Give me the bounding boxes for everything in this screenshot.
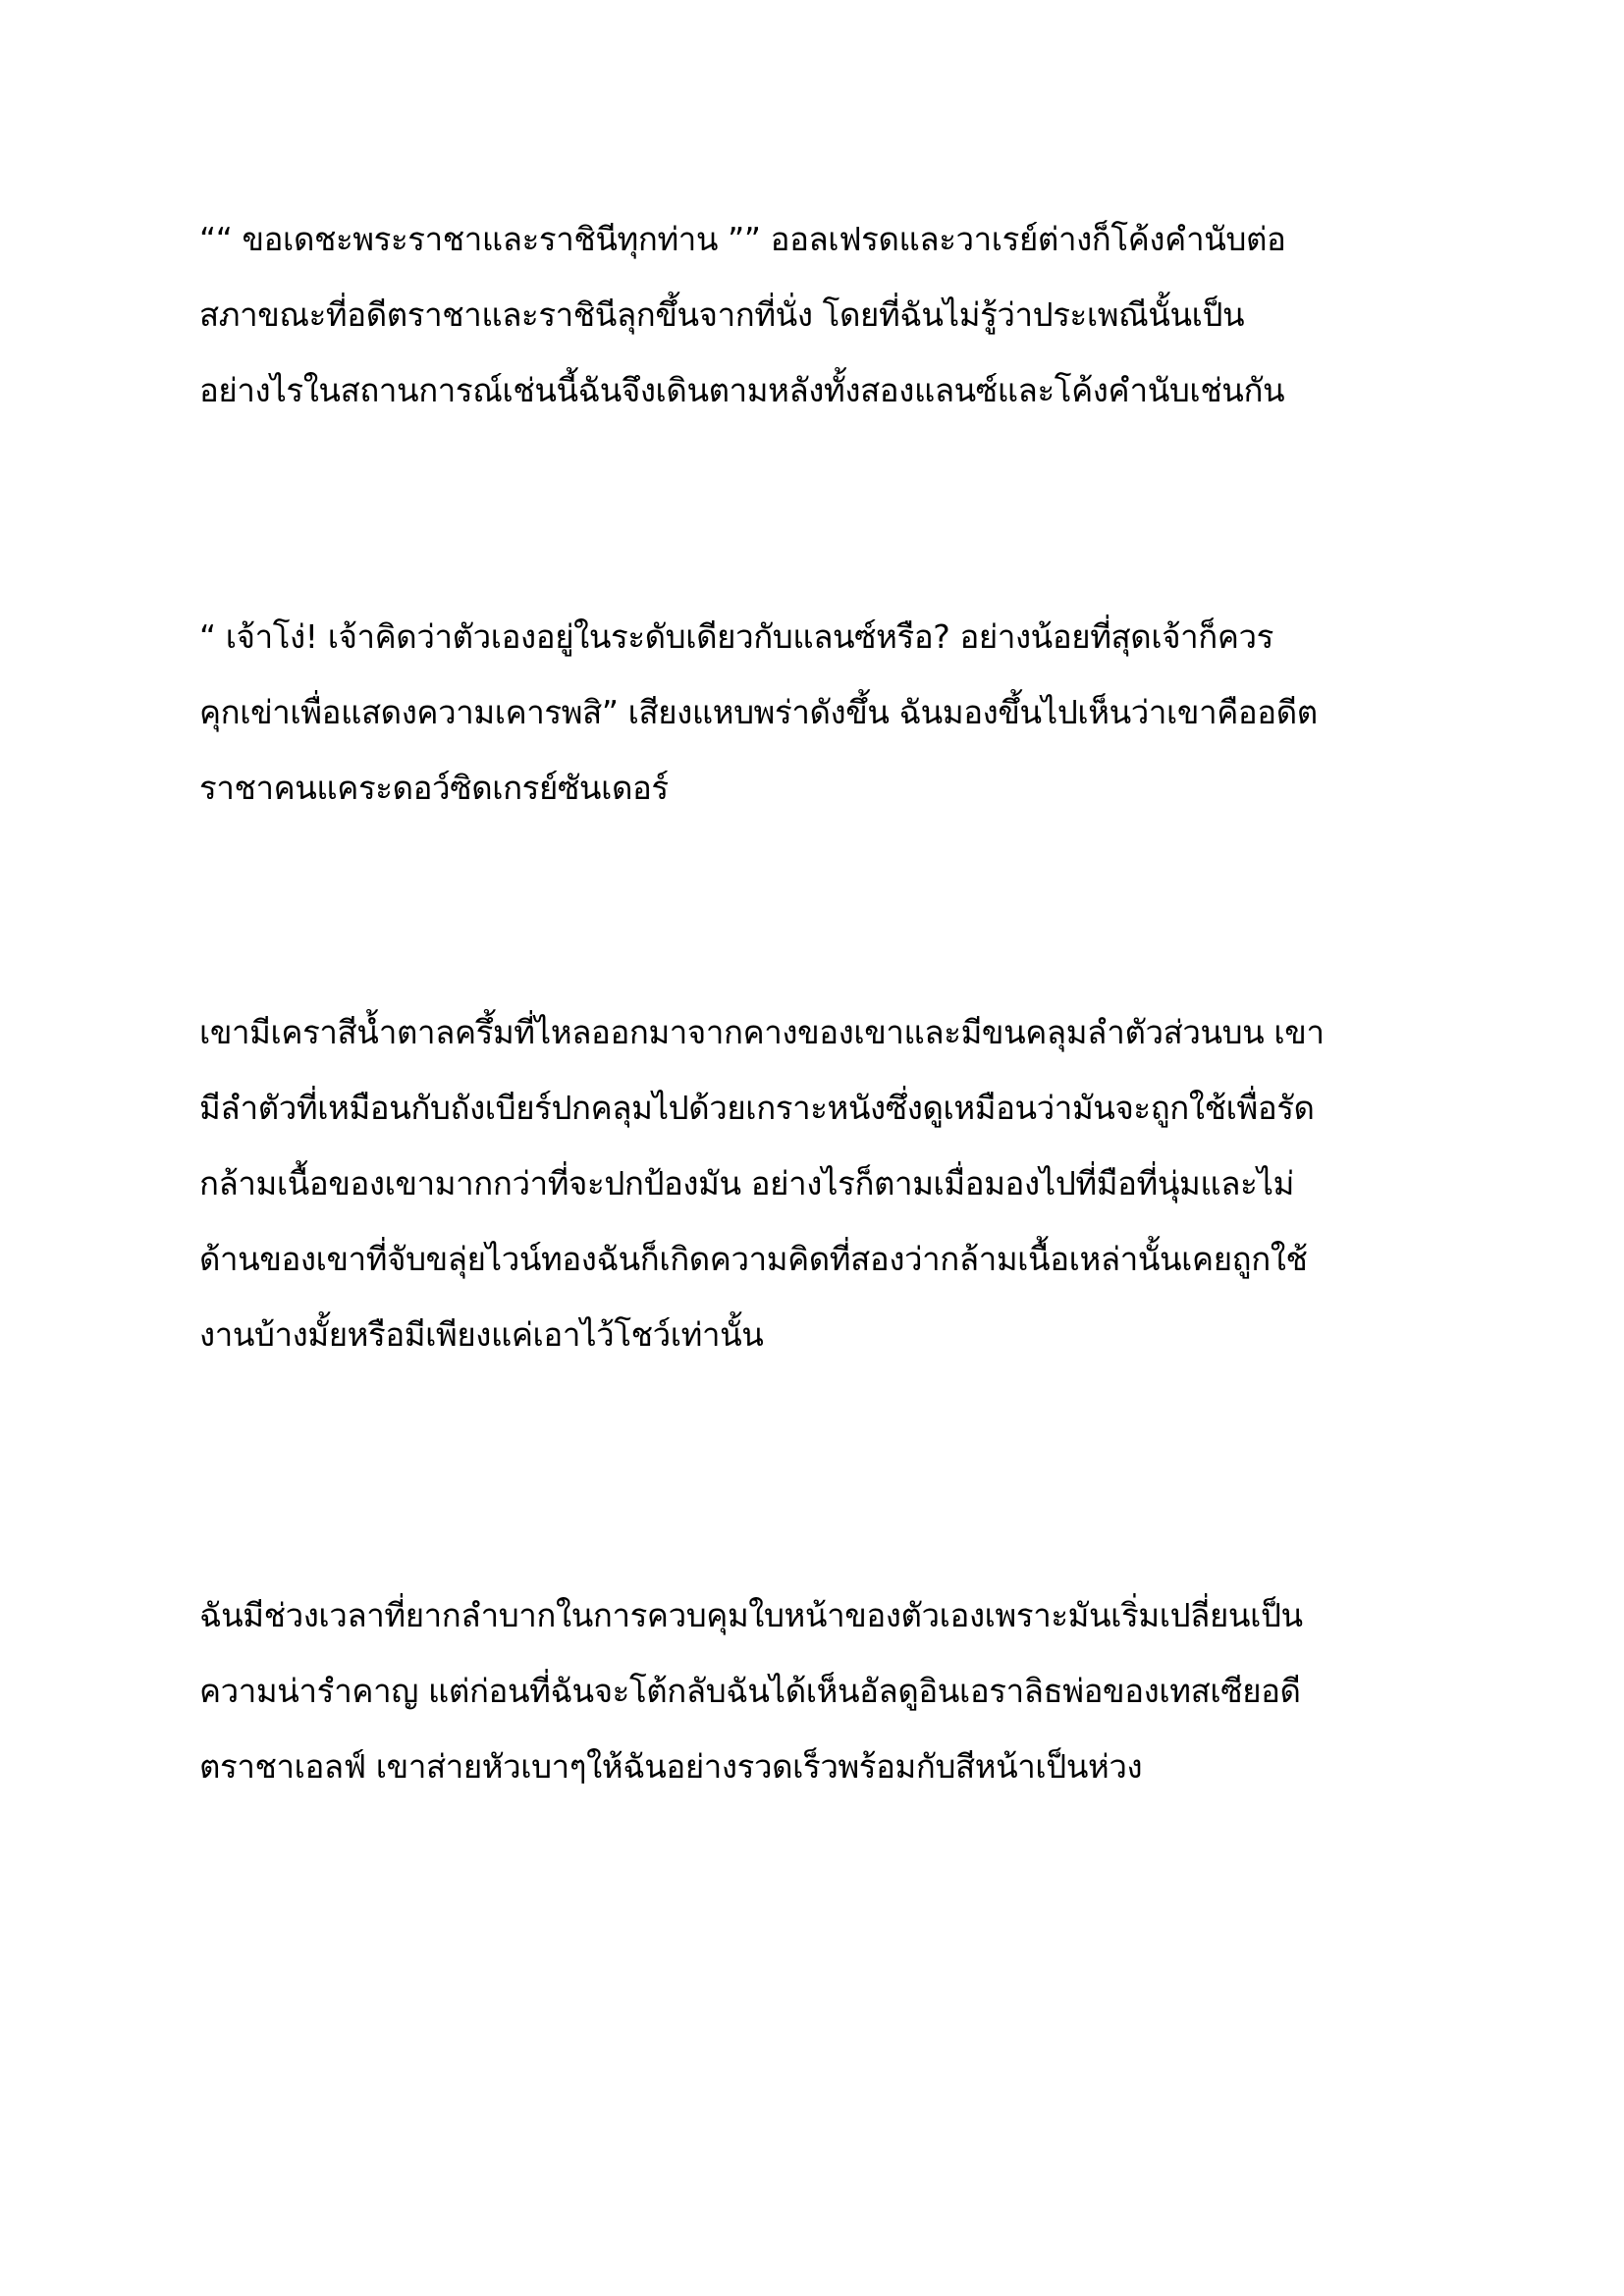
paragraph-3 xyxy=(199,994,1466,1372)
text-line: ““ ขอเดชะพระราชาและราชินีทุกท่าน ”” ออลเฟรดและวาเรย์ต่างก็โค้งคำนับต่อ xyxy=(199,220,1286,258)
text-line: ตราชาเอลฟ์ เขาส่ายหัวเบาๆให้ฉันอย่างรวดเร็วพร้อมกับสีหน้าเป็นห่วง xyxy=(199,1747,1143,1786)
text-line: เขามีเคราสีน้ำตาลครึ้มที่ไหลออกมาจากคางของเขาและมีขนคลุมลำตัวส่วนบน เขา xyxy=(199,1013,1325,1051)
paragraph-2 xyxy=(199,599,1466,826)
text-line: ฉันมีช่วงเวลาที่ยากลำบากในการควบคุมใบหน้าของตัวเองเพราะมันเริ่มเปลี่ยนเป็น xyxy=(199,1596,1303,1634)
text-line: ความน่ารำคาญ แต่ก่อนที่ฉันจะโต้กลับฉันได้เห็นอัลดูอินเอราลิธพ่อของเทสเซียอดี xyxy=(199,1672,1301,1710)
paragraph-1 xyxy=(199,201,1466,428)
text-line: อย่างไรในสถานการณ์เช่นนี้ฉันจึงเดินตามหลังทั้งสองแลนซ์และโค้งคำนับเช่นกัน xyxy=(199,371,1285,409)
text-line: กล้ามเนื้อของเขามากกว่าที่จะปกป้องมัน อย่างไรก็ตามเมื่อมองไปที่มือที่นุ่มและไม่ xyxy=(199,1164,1294,1202)
text-line: มีลำตัวที่เหมือนกับถังเบียร์ปกคลุมไปด้วยเกราะหนังซึ่งดูเหมือนว่ามันจะถูกใช้เพื่อรัด xyxy=(199,1089,1315,1127)
text-line: สภาขณะที่อดีตราชาและราชินีลุกขึ้นจากที่นั่ง โดยที่ฉันไม่รู้ว่าประเพณีนั้นเป็น xyxy=(199,295,1245,334)
text-line: คุกเข่าเพื่อแสดงความเคารพสิ” เสียงแหบพร่าดังขึ้น ฉันมองขึ้นไปเห็นว่าเขาคืออดีต xyxy=(199,693,1318,731)
text-line: ราชาคนแคระดอว์ซิดเกรย์ซันเดอร์ xyxy=(199,769,669,807)
paragraph-4 xyxy=(199,1577,1466,1804)
text-line: “ เจ้าโง่! เจ้าคิดว่าตัวเองอยู่ในระดับเดียวกับแลนซ์หรือ? อย่างน้อยที่สุดเจ้าก็ควร xyxy=(199,617,1273,656)
text-line: งานบ้างมั้ยหรือมีเพียงแค่เอาไว้โชว์เท่านั้น xyxy=(199,1315,764,1354)
text-line: ด้านของเขาที่จับขลุ่ยไวน์ทองฉันก็เกิดความคิดที่สองว่ากล้ามเนื้อเหล่านั้นเคยถูกใช้ xyxy=(199,1240,1308,1278)
